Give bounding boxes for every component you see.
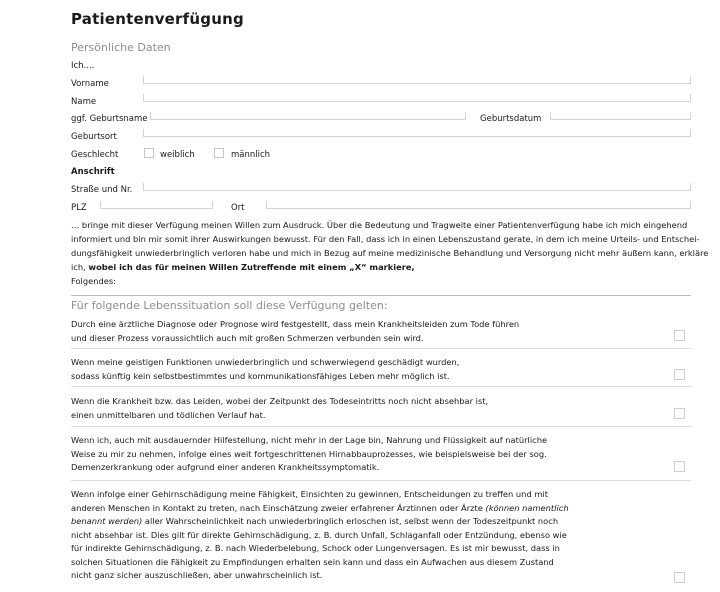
vorname-field[interactable]	[143, 76, 691, 84]
intro-line: dungsfähigkeit unwiederbringlich verloren habe und mich in Bezug auf meine medizinische Behandlung und Versorgung nicht mehr äußern kann, erkläre	[71, 248, 709, 258]
item-line: Durch eine ärztliche Diagnose oder Prognose wird festgestellt, dass mein Krankheitsleiden zum Tode führen	[71, 319, 520, 329]
maennlich-checkbox[interactable]	[214, 148, 224, 158]
personal-data-heading: Persönliche Daten	[71, 41, 171, 54]
item-line: für indirekte Gehirnschädigung, z. B. nach Wiederbelebung, Schock oder Lungenversagen. Es ist mir bewusst, dass in	[71, 543, 560, 553]
item-line: Wenn infolge einer Gehirnschädigung meine Fähigkeit, Einsichten zu gewinnen, Entscheidungen zu treffen und mit	[71, 489, 548, 499]
plz-field[interactable]	[100, 201, 213, 209]
situation-item-5	[71, 488, 671, 583]
intro-line: Folgendes:	[71, 276, 116, 286]
row-separator	[71, 386, 691, 387]
name-field[interactable]	[143, 94, 691, 102]
intro-line: … bringe mit dieser Verfügung meinen Willen zum Ausdruck. Über die Bedeutung und Tragweite einer Patientenverfügung habe ich mich eingehend	[71, 220, 688, 230]
ich-label: Ich....	[71, 61, 95, 71]
item-line: nicht absehbar ist. Dies gilt für direkte Gehirnschädigung, z. B. durch Unfall, Schlaganfall oder Entzündung, ebenso wie	[71, 529, 567, 540]
situation-2-checkbox[interactable]	[674, 369, 685, 380]
situation-3-checkbox[interactable]	[674, 408, 685, 419]
strasse-field[interactable]	[143, 183, 691, 191]
row-separator	[71, 480, 691, 481]
item-line: Wenn meine geistigen Funktionen unwiederbringlich und schwerwiegend geschädigt wurden,	[71, 357, 460, 367]
vorname-label: Vorname	[71, 79, 109, 89]
situation-5-checkbox[interactable]	[674, 572, 685, 583]
intro-line	[71, 260, 691, 274]
item-italic: (können namentlich	[485, 502, 569, 513]
intro-paragraph	[71, 218, 709, 288]
maennlich-label: männlich	[231, 150, 271, 160]
situation-1-checkbox[interactable]	[674, 330, 685, 341]
row-separator	[71, 426, 691, 427]
item-text: aller Wahrscheinlichkeit nach unwiederbringlich erloschen ist, selbst wenn der Todeszeitpunkt noch	[142, 516, 559, 526]
item-italic: benannt werden)	[71, 516, 143, 526]
item-line: solchen Situationen die Fähigkeit zu Empfindungen erhalten sein kann und dass ein Aufwachen aus diesem Zustand	[71, 556, 554, 567]
situation-item-3	[71, 395, 671, 422]
item-line	[71, 515, 671, 529]
item-line: Wenn die Krankheit bzw. das Leiden, wobei der Zeitpunkt des Todeseintritts noch nicht absehbar ist,	[71, 396, 489, 406]
section-divider	[71, 295, 691, 296]
situation-item-1	[71, 318, 671, 345]
item-line: sodass künftig kein selbstbestimmtes und kommunikationsfähiges Leben mehr möglich ist.	[71, 370, 450, 381]
page-title: Patientenverfügung	[71, 10, 244, 28]
strasse-label: Straße und Nr.	[71, 185, 133, 195]
item-line: Weise zu mir zu nehmen, infolge eines weit fortgeschrittenen Hirnabbauprozesses, wie beispielsweise bei der sog.	[71, 448, 547, 459]
anschrift-label: Anschrift	[71, 167, 115, 177]
item-line	[71, 502, 671, 516]
geburtsdatum-label: Geburtsdatum	[480, 114, 542, 124]
item-line: einen unmittelbaren und tödlichen Verlauf hat.	[71, 409, 266, 420]
situation-item-2	[71, 356, 671, 383]
geburtsname-label: ggf. Geburtsname	[71, 114, 148, 124]
geburtsname-field[interactable]	[150, 112, 466, 120]
item-text: anderen Menschen in Kontakt zu treten, nach Einschätzung zweier erfahrener Ärztinnen oder Ärzte	[71, 502, 486, 513]
intro-emphasis: wobei ich das für meinen Willen Zutreffende mit einem „X“ markiere,	[88, 262, 415, 272]
weiblich-checkbox[interactable]	[144, 148, 154, 158]
intro-line: informiert und bin mir somit ihrer Auswirkungen bewusst. Für den Fall, dass ich in einen Lebenszustand gerate, in dem ich meine Urteils- und Entschei-	[71, 234, 700, 244]
item-line: nicht ganz sicher auszuschließen, aber unwahrscheinlich ist.	[71, 570, 323, 580]
ort-field[interactable]	[266, 201, 691, 209]
item-line: Wenn ich, auch mit ausdauernder Hilfestellung, nicht mehr in der Lage bin, Nahrung und Flüssigkeit auf natürliche	[71, 435, 548, 445]
item-line: Demenzerkrankung oder aufgrund einer anderen Krankheitssymptomatik.	[71, 462, 380, 472]
row-separator	[71, 348, 691, 349]
situations-heading: Für folgende Lebenssituation soll diese Verfügung gelten:	[71, 299, 388, 312]
name-label: Name	[71, 97, 97, 107]
plz-label: PLZ	[71, 203, 87, 213]
intro-text: ich,	[71, 262, 89, 272]
geburtsdatum-field[interactable]	[550, 112, 691, 120]
situation-4-checkbox[interactable]	[674, 461, 685, 472]
ort-label: Ort	[231, 203, 245, 213]
situation-item-4	[71, 434, 671, 475]
geschlecht-label: Geschlecht	[71, 150, 119, 160]
item-line: und dieser Prozess voraussichtlich auch mit großen Schmerzen verbunden sein wird.	[71, 332, 424, 343]
weiblich-label: weiblich	[160, 150, 195, 160]
geburtsort-field[interactable]	[143, 129, 691, 137]
geburtsort-label: Geburtsort	[71, 132, 117, 142]
